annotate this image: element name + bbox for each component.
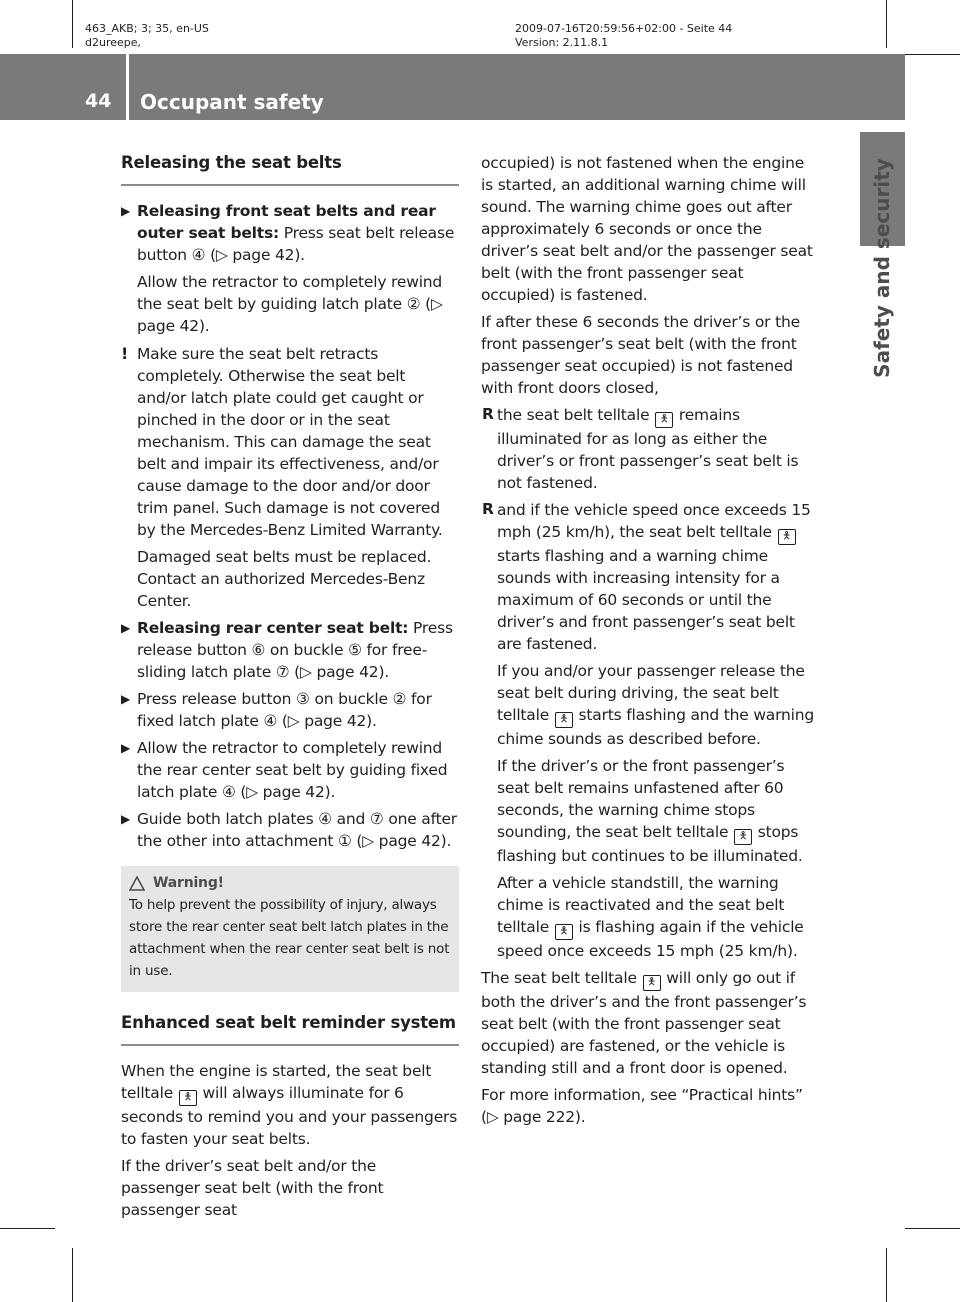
exclamation-icon: ! (121, 344, 129, 363)
seatbelt-telltale-icon: 🯅 (179, 1090, 197, 1106)
bullet-text: After a vehicle standstill, the warning chime is reactivated and the seat belt telltale (497, 874, 785, 936)
note-text: Damaged seat belts must be replaced. Contact an authorized Mercedes-Benz Center. (137, 548, 432, 610)
seatbelt-telltale-icon: 🯅 (655, 412, 673, 428)
crop-mark (886, 0, 887, 48)
step-text: Allow the retractor to completely rewind the seat belt by guiding latch plate ② (▷ page 42). (137, 273, 443, 335)
step-arrow-icon: ▶ (121, 692, 131, 706)
crop-mark (905, 1228, 960, 1229)
paragraph-text: occupied) is not fastened when the engine is started, an additional warning chime will sound. The warning chime goes out after approximately 6 seconds or once the driver’s seat belt and/or the passenger seat belt (with the front passenger seat occupied) is fastened. (481, 154, 813, 304)
section-title: Releasing the seat belts (121, 153, 342, 172)
bullet-text: remains illuminated for as long as either the driver’s or front passenger’s seat belt is not fastened. (497, 406, 799, 492)
paragraph-text: will always illuminate for 6 seconds to remind you and your passengers to fasten your seat belts. (121, 1084, 458, 1148)
crop-mark (72, 0, 73, 48)
paragraph-text: When the engine is started, the seat belt telltale (121, 1062, 432, 1102)
step-text: Allow the retractor to completely rewind the rear center seat belt by guiding fixed latch plate ④ (▷ page 42). (137, 739, 448, 801)
bullet-text: starts flashing and the warning chime sounds as described before. (497, 706, 814, 748)
warning-box (121, 866, 459, 992)
instruction-step (121, 737, 459, 803)
step-heading: Releasing rear center seat belt: (137, 619, 409, 637)
bullet-text: stops flashing but continues to be illuminated. (497, 823, 803, 865)
seatbelt-telltale-icon: 🯅 (555, 712, 573, 728)
meta-top-left-1: 463_AKB; 3; 35, en-US (85, 22, 209, 35)
bullet-text: If the driver’s or the front passenger’s seat belt remains unfastened after 60 seconds, the warning chime stops sounding, the seat belt telltale (497, 757, 785, 841)
bullet-text: the seat belt telltale (497, 406, 650, 424)
step-text: Guide both latch plates ④ and ⑦ one after the other into attachment ① (▷ page 42). (137, 810, 457, 850)
warning-header (129, 872, 451, 894)
section-rule (121, 1044, 459, 1046)
step-text: Press release button ③ on buckle ② for fixed latch plate ④ (▷ page 42). (137, 690, 432, 730)
seatbelt-telltale-icon: 🯅 (778, 529, 796, 545)
seatbelt-telltale-icon: 🯅 (734, 829, 752, 845)
instruction-step (121, 200, 459, 337)
instruction-step (121, 688, 459, 732)
meta-top-left-2: d2ureepe, (85, 36, 142, 49)
bullet-item (481, 499, 815, 962)
bullet-text: starts flashing and a warning chime sounds with increasing intensity for a maximum of 60 seconds or until the driver’s and front passenger’s seat belt are fastened. (497, 547, 795, 653)
warning-title: Warning! (153, 875, 224, 891)
paragraph-text: For more information, see “Practical hints” (▷ page 222). (481, 1086, 803, 1126)
warning-triangle-icon (129, 876, 145, 891)
paragraph-text: The seat belt telltale (481, 969, 637, 987)
header-bar (0, 54, 905, 120)
instruction-step (121, 617, 459, 683)
step-text: Press seat belt release button ④ (▷ page 42). (137, 224, 455, 264)
warning-text: To help prevent the possibility of injury, always store the rear center seat belt latch plates in the attachment when the rear center seat belt is not in use. (129, 897, 450, 979)
page-number: 44 (85, 90, 112, 112)
bullet-item (481, 404, 815, 494)
instruction-step (121, 808, 459, 852)
section-title: Enhanced seat belt reminder system (121, 1013, 456, 1032)
paragraph-text: If the driver’s seat belt and/or the passenger seat belt (with the front passenger seat (121, 1157, 384, 1219)
right-column (481, 152, 815, 1133)
step-arrow-icon: ▶ (121, 621, 131, 635)
page-title: Occupant safety (140, 90, 324, 114)
paragraph-text: will only go out if both the driver’s and the front passenger’s seat belt (with the front passenger seat occupied) are fastened, or the vehicle is standing still and a front door is opened. (481, 969, 807, 1077)
bullet-text: is flashing again if the vehicle speed once exceeds 15 mph (25 km/h). (497, 918, 804, 960)
step-heading: Releasing front seat belts and rear outer seat belts: (137, 202, 436, 242)
bullet-text: If you and/or your passenger release the seat belt during driving, the seat belt telltale (497, 662, 805, 724)
meta-top-right-1: 2009-07-16T20:59:56+02:00 - Seite 44 (515, 22, 733, 35)
left-column (121, 152, 459, 1226)
note-text: Make sure the seat belt retracts completely. Otherwise the seat belt and/or latch plate could get caught or pinched in the door or in the seat mechanism. This can damage the seat belt and impair its effectiveness, and/or cause damage to the door and/or door trim panel. Such damage is not covered by the Mercedes-Benz Limited Warranty. (137, 345, 443, 539)
step-arrow-icon: ▶ (121, 812, 131, 826)
side-tab-label: Safety and security (870, 158, 894, 378)
crop-mark (0, 1228, 55, 1229)
crop-mark (72, 1248, 73, 1302)
bullet-marker: R (482, 405, 494, 423)
step-text: Press release button ⑥ on buckle ⑤ for free-sliding latch plate ⑦ (▷ page 42). (137, 619, 453, 681)
section-rule (121, 184, 459, 186)
seatbelt-telltale-icon: 🯅 (643, 975, 661, 991)
header-divider (126, 54, 129, 120)
crop-mark (905, 54, 960, 55)
crop-mark (886, 1248, 887, 1302)
step-arrow-icon: ▶ (121, 741, 131, 755)
bullet-marker: R (482, 500, 494, 518)
seatbelt-telltale-icon: 🯅 (555, 924, 573, 940)
meta-top-right-2: Version: 2.11.8.1 (515, 36, 609, 49)
note-block (121, 343, 459, 612)
paragraph-text: If after these 6 seconds the driver’s or the front passenger’s seat belt (with the front passenger seat occupied) is not fastened with front doors closed, (481, 313, 800, 397)
step-arrow-icon: ▶ (121, 204, 131, 218)
bullet-text: and if the vehicle speed once exceeds 15 mph (25 km/h), the seat belt telltale (497, 501, 811, 541)
